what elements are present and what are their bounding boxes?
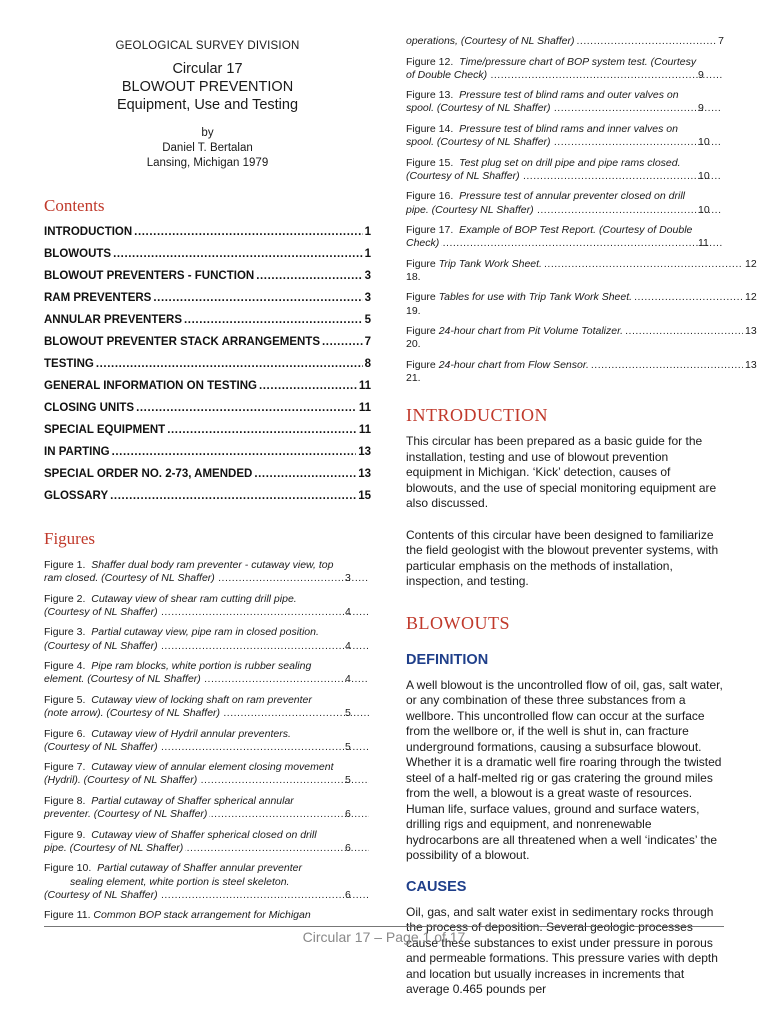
toc-entry[interactable] xyxy=(44,397,371,419)
toc-entry-page: 3 xyxy=(364,292,371,304)
toc-entry-label: GENERAL INFORMATION ON TESTING xyxy=(44,380,257,392)
figure-entry[interactable] xyxy=(406,291,757,317)
toc-entry[interactable] xyxy=(44,243,371,265)
figures-heading: Figures xyxy=(44,529,95,548)
figure-entry[interactable] xyxy=(406,325,757,351)
figure-caption-line: Pressure test of annular preventer closed on drill xyxy=(459,190,685,203)
toc-entry-label: BLOWOUTS xyxy=(44,248,112,260)
toc-entry-page: 13 xyxy=(358,446,371,458)
title-block xyxy=(44,40,371,171)
figure-entry[interactable]: Figure 16. Pressure test of annular preventer closed on drill pipe. (Courtesy NL Shaffer) ..... 10 xyxy=(406,190,724,216)
toc-leader-dots xyxy=(153,287,362,309)
figure-number: Figure 18. xyxy=(406,257,436,283)
toc-entry-label: BLOWOUT PREVENTERS - FUNCTION xyxy=(44,270,255,282)
figure-caption-line: pipe. (Courtesy NL Shaffer) xyxy=(406,203,534,216)
definition-paragraph: A well blowout is the uncontrolled flow of oil, gas, salt water, or any combination of these three substances from a wellbore. This uncontrolled flow can occur at the surface from the wellbore or, if the well is shut in, can fracture underground formations, causing a subsurface blowout. Whether it is a dramatic well fire roaring through the twisted steel of a half-melted rig or gas cratering the ground miles from the well, a blowout is a great waste of resources. Human life, surface values, ground and surface waters, drilling rigs and equipment, and nonrenewable hydrocarbons are all threatened when a well ‘indicates’ the possibility of a blowout. xyxy=(406,677,723,863)
figure-page: 13 xyxy=(745,325,757,338)
figure-caption-line: Example of BOP Test Report. (Courtesy of Double xyxy=(459,224,693,237)
toc-entry[interactable] xyxy=(44,265,371,287)
contents-heading: Contents xyxy=(44,196,105,215)
figure-caption-line: of Double Check) xyxy=(406,68,488,81)
figure-leader-dots xyxy=(591,359,743,372)
figure-number: Figure 3. xyxy=(44,626,86,639)
toc-entry-page: 7 xyxy=(364,336,371,348)
toc-entry-label: BLOWOUT PREVENTER STACK ARRANGEMENTS xyxy=(44,336,320,348)
figure-number: Figure 5. xyxy=(44,693,86,706)
figure-number: Figure 14. xyxy=(406,122,454,135)
toc-entry[interactable] xyxy=(44,353,371,375)
figure-number: Figure 21. xyxy=(406,358,436,385)
toc-entry-page: 11 xyxy=(358,424,371,436)
figure-caption-line: sealing element, white portion is steel skeleton. xyxy=(70,875,290,888)
figure-caption-line: Pressure test of blind rams and outer valves on xyxy=(459,89,679,102)
figure-caption-line: Trip Tank Work Sheet. xyxy=(438,257,542,270)
figure-caption-line: (Hydril). (Courtesy of NL Shaffer) xyxy=(44,774,198,787)
figure-entry[interactable]: Figure 12. Time/pressure chart of BOP system test. (Courtesy of Double Check) ..... 9 xyxy=(406,56,724,82)
toc-entry-page: 15 xyxy=(358,490,371,502)
figure-caption-line: Partial cutaway of Shaffer spherical annular xyxy=(91,794,294,807)
figure-leader-dots xyxy=(160,741,369,754)
toc-entry[interactable] xyxy=(44,375,371,397)
figure-entry[interactable]: Figure 10. Partial cutaway of Shaffer annular preventer sealing element, white portion is steel skeleton. (Courtesy of NL Shaffer) ..... 6 xyxy=(44,862,371,902)
figure-page: 7 xyxy=(718,35,724,47)
footer-divider xyxy=(44,926,724,927)
figure-list-right xyxy=(406,35,757,385)
figure-caption-line: Pipe ram blocks, white portion is rubber sealing xyxy=(91,660,312,673)
figure-page: 13 xyxy=(745,358,757,371)
figure-page: 12 xyxy=(745,291,757,304)
figure-caption-line: Cutaway view of Shaffer spherical closed on drill xyxy=(91,828,317,841)
introduction-paragraph-1: This circular has been prepared as a basic guide for the installation, testing and use of blowout prevention equipment in Michigan. ‘Kick’ detection, causes of blowouts, and the use of special monitoring equipment are also discussed. xyxy=(406,434,717,511)
figure-number: Figure 8. xyxy=(44,794,86,807)
toc-entry-label: ANNULAR PREVENTERS xyxy=(44,314,183,326)
figure-leader-dots xyxy=(160,889,369,902)
toc-entry-label: TESTING xyxy=(44,358,94,370)
figure-leader-dots xyxy=(441,237,722,250)
toc-entry[interactable] xyxy=(44,287,371,309)
figure-caption-line: (Courtesy of NL Shaffer) xyxy=(44,605,158,618)
toc-leader-dots xyxy=(254,463,356,485)
toc-entry-label: CLOSING UNITS xyxy=(44,402,135,414)
figure-leader-dots xyxy=(160,606,369,619)
toc-leader-dots xyxy=(96,353,363,375)
causes-paragraph: Oil, gas, and salt water exist in sedimentary rocks through the process of deposition. Several geologic processes cause these substances to exist under pressure in porous and permeable formations. This pressure varies with depth and location but usually increases in increments that average 0.465 pounds per xyxy=(406,904,718,997)
figure-caption-line: Time/pressure chart of BOP system test. (Courtesy xyxy=(459,55,697,68)
figure-entry[interactable] xyxy=(406,257,757,284)
toc-entry-label: IN PARTING xyxy=(44,446,110,458)
figure-caption-line: 24-hour chart from Flow Sensor. xyxy=(438,358,589,371)
right-column xyxy=(406,0,757,998)
figure-caption-line: ram closed. (Courtesy of NL Shaffer) xyxy=(44,572,215,585)
figure-caption-line: element. (Courtesy of NL Shaffer) xyxy=(44,673,201,686)
figure-number: Figure 12. xyxy=(406,55,454,68)
toc-leader-dots xyxy=(256,265,362,287)
figure-entry[interactable]: Figure 2. Cutaway view of shear ram cutting drill pipe. (Courtesy of NL Shaffer) ..... 4 xyxy=(44,593,371,619)
figure-caption-line: 24-hour chart from Pit Volume Totalizer. xyxy=(438,325,624,338)
figure-entry[interactable]: Figure 15. Test plug set on drill pipe and pipe rams closed. (Courtesy of NL Shaffer) ..... 10 xyxy=(406,157,724,183)
toc-entry-page: 3 xyxy=(364,270,371,282)
figure-entry[interactable] xyxy=(406,358,757,385)
figure-entry[interactable] xyxy=(44,909,371,922)
figure-leader-dots xyxy=(576,35,716,48)
toc-entry[interactable] xyxy=(44,331,371,353)
figure-caption-line: Tables for use with Trip Tank Work Sheet. xyxy=(438,291,633,304)
causes-heading: CAUSES xyxy=(406,878,467,895)
figure-caption-line: (note arrow). (Courtesy of NL Shaffer) xyxy=(44,707,221,720)
figure-page: 12 xyxy=(745,257,757,270)
definition-heading: DEFINITION xyxy=(406,651,489,668)
figure-number: Figure 17. xyxy=(406,224,454,237)
figure-number: Figure 4. xyxy=(44,660,86,673)
toc-entry[interactable] xyxy=(44,419,371,441)
introduction-heading: INTRODUCTION xyxy=(406,405,548,426)
figure-caption-line: Shaffer dual body ram preventer - cutaway view, top xyxy=(91,559,334,571)
figure-caption-line: Test plug set on drill pipe and pipe rams closed. xyxy=(459,156,681,169)
toc-entry[interactable] xyxy=(44,221,371,243)
toc-entry[interactable] xyxy=(44,309,371,331)
figure-number: Figure 13. xyxy=(406,89,454,102)
figure-caption-line: (Courtesy of NL Shaffer) xyxy=(44,639,158,652)
toc-entry-label: GLOSSARY xyxy=(44,490,109,502)
figure-leader-dots xyxy=(544,258,743,271)
toc-entry[interactable] xyxy=(44,441,371,463)
figure-number: Figure 11. xyxy=(44,909,91,922)
figure-caption-line: Cutaway view of annular element closing movement xyxy=(91,761,334,774)
toc-leader-dots xyxy=(110,485,356,507)
circular-number: Circular 17 xyxy=(172,61,243,77)
figure-entry[interactable]: Figure 17. Example of BOP Test Report. (Courtesy of Double Check) ..... 11 xyxy=(406,224,724,250)
figure-caption-line: Pressure test of blind rams and inner valves on xyxy=(459,122,678,135)
introduction-paragraph-2: Contents of this circular have been designed to familiarize the field geologist with the blowout preventer systems, with particular emphasis on the methods of installation, inspection, and testing. xyxy=(406,527,719,589)
figure-entry[interactable]: Figure 5. Cutaway view of locking shaft on ram preventer (note arrow). (Courtesy of NL Shaffer) ..... 5 xyxy=(44,694,371,720)
document-subtitle: Equipment, Use and Testing xyxy=(116,97,299,113)
page-footer: Circular 17 – Page 1 of 17 xyxy=(302,929,466,945)
figure-leader-dots xyxy=(160,640,369,653)
figure-entry[interactable]: Figure 13. Pressure test of blind rams and outer valves on spool. (Courtesy of NL Shaffer) ..... 9 xyxy=(406,89,724,115)
figure-entry[interactable]: Figure 1. Shaffer dual body ram preventer - cutaway view, top ram closed. (Courtesy of NL Shaffer) ..... 3 xyxy=(44,559,371,585)
toc-entry-label: SPECIAL EQUIPMENT xyxy=(44,424,166,436)
figure-number: Figure 20. xyxy=(406,325,436,351)
figure-number: Figure 7. xyxy=(44,761,86,774)
toc-entry-page: 13 xyxy=(358,468,371,480)
toc-leader-dots xyxy=(136,397,357,419)
figure-caption-line: (Courtesy of NL Shaffer) xyxy=(44,888,158,901)
author-name: Daniel T. Bertalan xyxy=(162,142,253,154)
toc-leader-dots xyxy=(113,243,363,265)
figure-leader-dots xyxy=(553,136,722,149)
figure-entry[interactable]: Figure 7. Cutaway view of annular element closing movement (Hydril). (Courtesy of NL Shaffer) ..... 5 xyxy=(44,761,371,787)
toc-leader-dots xyxy=(259,375,357,397)
figure-caption-line: Partial cutaway of Shaffer annular preventer xyxy=(97,862,302,875)
figure-caption-line: (Courtesy of NL Shaffer) xyxy=(406,169,520,182)
toc-leader-dots xyxy=(167,419,357,441)
figure-leader-dots xyxy=(199,774,369,787)
figure-caption-line: Common BOP stack arrangement for Michigan xyxy=(93,909,311,922)
toc-entry-page: 8 xyxy=(364,358,371,370)
figure-number: Figure 10. xyxy=(44,862,92,875)
figure-entry[interactable]: Figure 8. Partial cutaway of Shaffer spherical annular preventer. (Courtesy of NL Shaffer) ..... 6 xyxy=(44,795,371,821)
blowouts-heading: BLOWOUTS xyxy=(406,612,510,633)
figure-entry[interactable]: Figure 9. Cutaway view of Shaffer spherical closed on drill pipe. (Courtesy of NL Shaffer) ..... 6 xyxy=(44,829,371,855)
left-column xyxy=(44,0,371,930)
figure-caption-line: Cutaway view of shear ram cutting drill pipe. xyxy=(91,592,297,605)
toc-entry-page: 11 xyxy=(358,402,371,414)
toc-entry[interactable] xyxy=(44,463,371,485)
toc-entry-page: 1 xyxy=(364,226,371,238)
figure-entry[interactable]: Figure 3. Partial cutaway view, pipe ram in closed position. (Courtesy of NL Shaffer) ..... 4 xyxy=(44,626,371,652)
toc-entry-label: INTRODUCTION xyxy=(44,226,133,238)
figure-number: Figure 15. xyxy=(406,156,454,169)
toc-entry-page: 5 xyxy=(364,314,371,326)
figure-caption-line: Check) xyxy=(406,237,440,250)
division-name: GEOLOGICAL SURVEY DIVISION xyxy=(115,40,300,52)
figure-leader-dots xyxy=(536,204,722,217)
figure-number: Figure 16. xyxy=(406,190,454,203)
figure-number: Figure 6. xyxy=(44,727,86,740)
figure-leader-dots xyxy=(522,170,722,183)
by-label: by xyxy=(201,127,214,139)
figure-number: Figure 2. xyxy=(44,592,86,605)
toc-entry-page: 1 xyxy=(364,248,371,260)
figure-caption-line: Partial cutaway view, pipe ram in closed position. xyxy=(91,626,319,639)
publication-location: Lansing, Michigan 1979 xyxy=(146,157,269,169)
toc-leader-dots xyxy=(112,441,357,463)
toc-leader-dots xyxy=(134,221,362,243)
figure-entry[interactable]: Figure 6. Cutaway view of Hydril annular preventers. (Courtesy of NL Shaffer) ..... 5 xyxy=(44,728,371,754)
toc-entry[interactable] xyxy=(44,485,371,507)
figure-caption-line: spool. (Courtesy of NL Shaffer) xyxy=(406,102,551,115)
toc-entry-label: RAM PREVENTERS xyxy=(44,292,152,304)
toc-entry-page: 11 xyxy=(358,380,371,392)
figure-leader-dots xyxy=(553,102,722,115)
figure-leader-dots xyxy=(634,291,743,304)
figure-caption-line: Cutaway view of locking shaft on ram preventer xyxy=(91,693,312,706)
figure-leader-dots xyxy=(185,842,369,855)
toc-leader-dots xyxy=(322,331,363,353)
figure-caption-line: spool. (Courtesy of NL Shaffer) xyxy=(406,136,551,149)
table-of-contents xyxy=(44,221,371,507)
figure-number: Figure 19. xyxy=(406,291,436,317)
figure-leader-dots xyxy=(489,69,722,82)
figure-list-left xyxy=(44,559,371,922)
figure-leader-dots xyxy=(625,325,743,338)
figure-number: Figure 9. xyxy=(44,828,86,841)
figure-entry[interactable] xyxy=(406,35,724,48)
toc-leader-dots xyxy=(184,309,363,331)
figure-number: Figure 1. xyxy=(44,559,86,571)
toc-entry-label: SPECIAL ORDER NO. 2-73, AMENDED xyxy=(44,468,253,480)
figure-caption-line: preventer. (Courtesy of NL Shaffer) xyxy=(44,808,208,821)
figure-caption-line: (Courtesy of NL Shaffer) xyxy=(44,740,158,753)
figure-caption-line: operations, (Courtesy of NL Shaffer) xyxy=(406,35,575,47)
figure-entry[interactable]: Figure 4. Pipe ram blocks, white portion is rubber sealing element. (Courtesy of NL Shaffer) ..... 4 xyxy=(44,660,371,686)
figure-caption-line: Cutaway view of Hydril annular preventers. xyxy=(91,727,291,740)
figure-entry[interactable]: Figure 14. Pressure test of blind rams and inner valves on spool. (Courtesy of NL Shaffer) ..... 10 xyxy=(406,123,724,149)
figure-caption-line: pipe. (Courtesy of NL Shaffer) xyxy=(44,841,184,854)
document-title: BLOWOUT PREVENTION xyxy=(121,79,294,95)
